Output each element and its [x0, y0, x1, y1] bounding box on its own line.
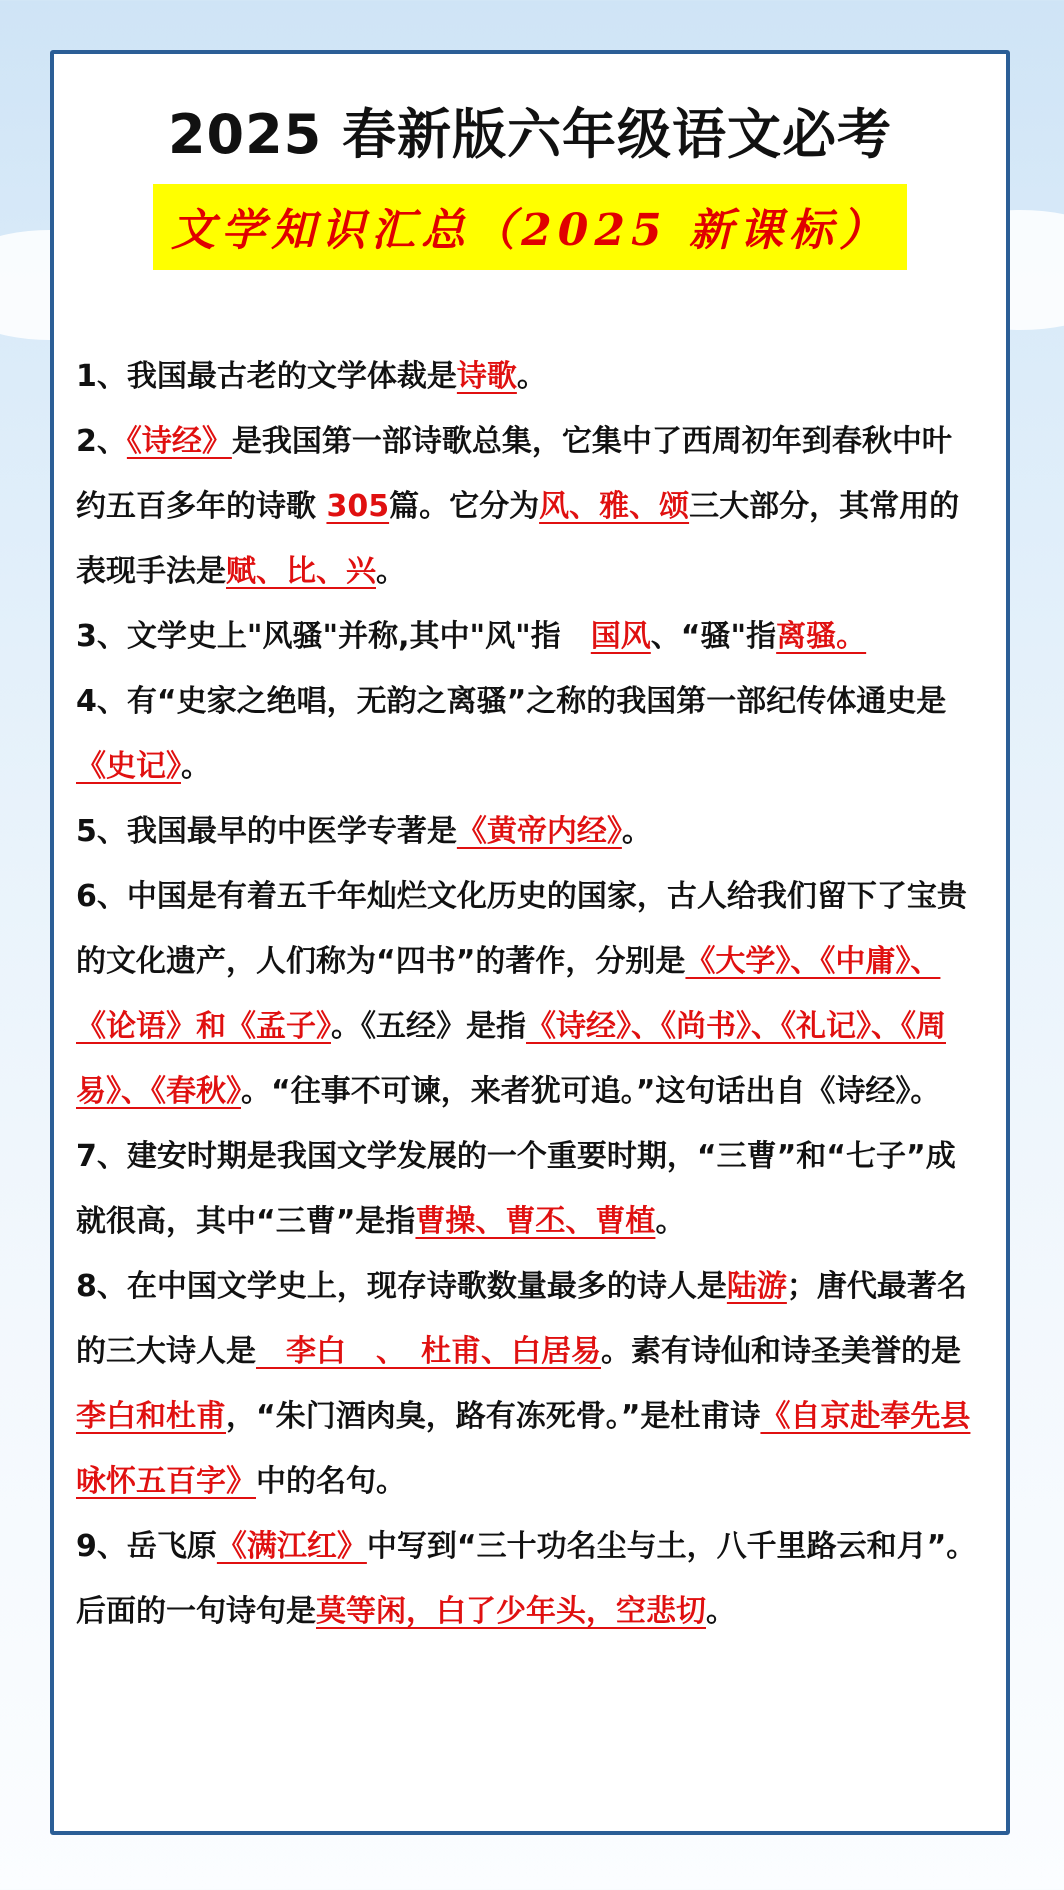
answer-text: 《大学》、《中庸》、《论语》和《孟子》	[76, 944, 941, 1044]
question-text: 。	[181, 749, 211, 784]
answer-text: 《诗经》、《尚书》、《礼记》、《周易》、《春秋》	[76, 1009, 946, 1109]
answer-text: 陆游	[726, 1269, 787, 1304]
question-text: 1、我国最古老的文学体裁是	[76, 359, 457, 394]
question-text: 7、建安时期是我国文学发展的一个重要时期，“三曹”和“七子”成就很高，其中“三曹”是指	[76, 1139, 956, 1239]
question-text: 。	[516, 359, 547, 394]
list-item	[76, 669, 980, 799]
subtitle-banner	[54, 184, 1006, 270]
question-text: 4、有“史家之绝唱，无韵之离骚”之称的我国第一部纪传体通史是	[76, 684, 947, 719]
question-text: 3、文学史上"风骚"并称,其中"风"指	[76, 619, 591, 654]
answer-text: 《诗经》	[126, 424, 232, 459]
question-text: 。	[655, 1204, 686, 1239]
question-text: 5、我国最早的中医学专著是	[76, 814, 457, 849]
question-text: 篇。它分为	[389, 489, 540, 524]
question-text: 。《五经》是指	[331, 1009, 526, 1044]
answer-text: 风、雅、颂	[539, 489, 690, 524]
question-text: 2、	[76, 424, 127, 459]
question-text: 中的名句。	[256, 1464, 406, 1499]
question-text: ；唐代最著名的三大诗人是	[76, 1269, 967, 1369]
answer-text: 赋、比、兴	[226, 554, 376, 589]
knowledge-list	[76, 344, 980, 1644]
question-text: 8、在中国文学史上，现存诗歌数量最多的诗人是	[76, 1269, 727, 1304]
page-title: 2025 春新版六年级语文必考	[167, 103, 893, 166]
question-text: ，“朱门酒肉臭，路有冻死骨。”是杜甫诗	[226, 1399, 761, 1434]
document-card	[50, 50, 1010, 1835]
list-item	[76, 409, 980, 604]
question-text: 三大部分，其常用的表现手法是	[76, 489, 960, 589]
answer-text: 曹操、曹丕、曹植	[415, 1204, 656, 1239]
answer-text: 《满江红》	[216, 1529, 367, 1564]
question-text: 9、岳飞原	[76, 1529, 217, 1564]
question-text: 。	[376, 554, 406, 589]
question-text: 。素有诗仙和诗圣美誉的是	[601, 1334, 961, 1369]
answer-text: 国风	[590, 619, 651, 654]
question-text: 是我国第一部诗歌总集，它集中了西周初年到春秋中叶约五百多年的诗歌	[76, 424, 952, 524]
answer-text: 《史记》	[76, 749, 181, 784]
list-item	[76, 1254, 980, 1514]
page-subtitle: 文学知识汇总（2025 新课标）	[153, 184, 907, 270]
list-item	[76, 604, 980, 669]
answer-text: 李白和杜甫	[76, 1399, 226, 1434]
list-item	[76, 799, 980, 864]
answer-text: 《黄帝内经》	[456, 814, 622, 849]
question-text: 中写到“三十功名尘与土，八千里路云和月”。后面的一句诗句是	[76, 1529, 977, 1629]
question-text: 6、中国是有着五千年灿烂文化历史的国家，古人给我们留下了宝贵的文化遗产，人们称为“四书”的著作，分别是	[76, 879, 967, 979]
list-item	[76, 344, 980, 409]
question-text: 。	[706, 1594, 736, 1629]
answer-text: 离骚。	[776, 619, 867, 654]
question-text: 、“骚"指	[650, 619, 777, 654]
list-item	[76, 1514, 980, 1644]
answer-text: 莫等闲，白了少年头，空悲切	[316, 1594, 706, 1629]
question-text: 。“往事不可谏，来者犹可追。”这句话出自《诗经》。	[241, 1074, 941, 1109]
list-item	[76, 864, 980, 1124]
answer-text: 305	[326, 489, 390, 524]
answer-text: 《自京赴奉先县咏怀五百字》	[76, 1399, 971, 1499]
question-text: 。	[621, 814, 652, 849]
list-item	[76, 1124, 980, 1254]
answer-text: 诗歌	[456, 359, 517, 394]
answer-text: 李白 、 杜甫、白居易	[256, 1334, 601, 1369]
